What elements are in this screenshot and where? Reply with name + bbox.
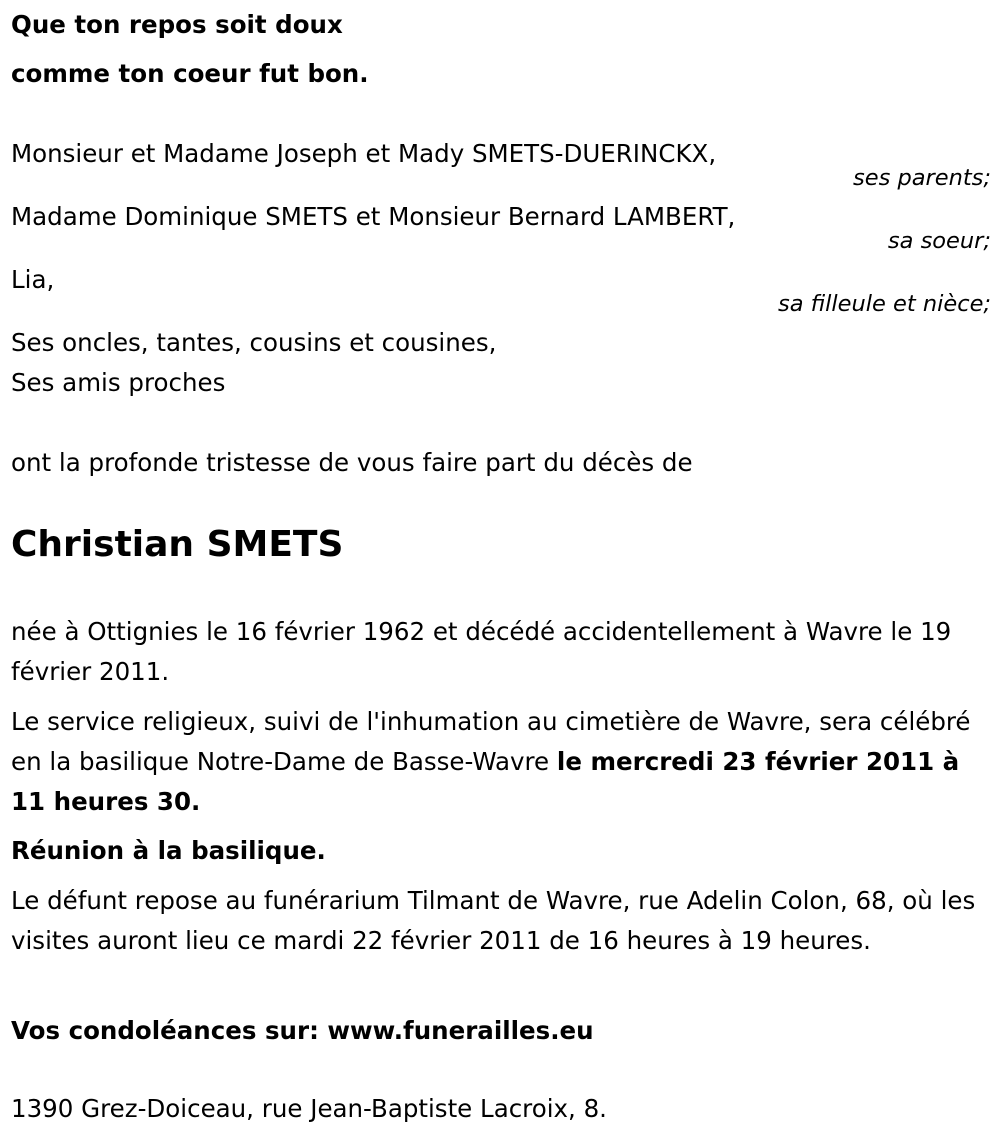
service-date: le mercredi 23 février 2011 à 11 heures 30.	[11, 747, 960, 816]
epigraph-line-1: Que ton repos soit doux	[11, 10, 343, 39]
announcement-text: ont la profonde tristesse de vous faire part du décès de	[11, 448, 693, 477]
birth-death-text: née à Ottignies le 16 février 1962 et décédé accidentellement à Wavre le 19 février 2011.	[11, 617, 952, 686]
other-relatives-line: Ses oncles, tantes, cousins et cousines,	[11, 328, 497, 357]
epigraph-line-2: comme ton coeur fut bon.	[11, 59, 369, 88]
deceased-name: Christian SMETS	[11, 524, 344, 565]
visitation-text: Le défunt repose au funérarium Tilmant de Wavre, rue Adelin Colon, 68, où les visites auront lieu ce mardi 22 février 2011 de 16 heures à 19 heures.	[11, 886, 976, 955]
service-paragraph	[11, 702, 986, 822]
family-sister-relation: sa soeur;	[887, 228, 991, 254]
service-text: Le service religieux, suivi de l'inhumation au cimetière de Wavre, sera célébré en la basilique Notre-Dame de Basse-Wavre	[11, 707, 971, 776]
meeting-place: Réunion à la basilique.	[11, 836, 326, 865]
family-goddaughter-relation: sa filleule et nièce;	[777, 291, 991, 317]
family-parents-relation: ses parents;	[853, 165, 991, 191]
family-sister-name: Madame Dominique SMETS et Monsieur Bernard LAMBERT,	[11, 202, 736, 231]
family-goddaughter-name: Lia,	[11, 265, 55, 294]
close-friends-line: Ses amis proches	[11, 368, 226, 397]
condolences-link[interactable]: Vos condoléances sur: www.funerailles.eu	[11, 1016, 594, 1045]
family-parents-name: Monsieur et Madame Joseph et Mady SMETS-DUERINCKX,	[11, 139, 717, 168]
family-address: 1390 Grez-Doiceau, rue Jean-Baptiste Lacroix, 8.	[11, 1094, 607, 1123]
